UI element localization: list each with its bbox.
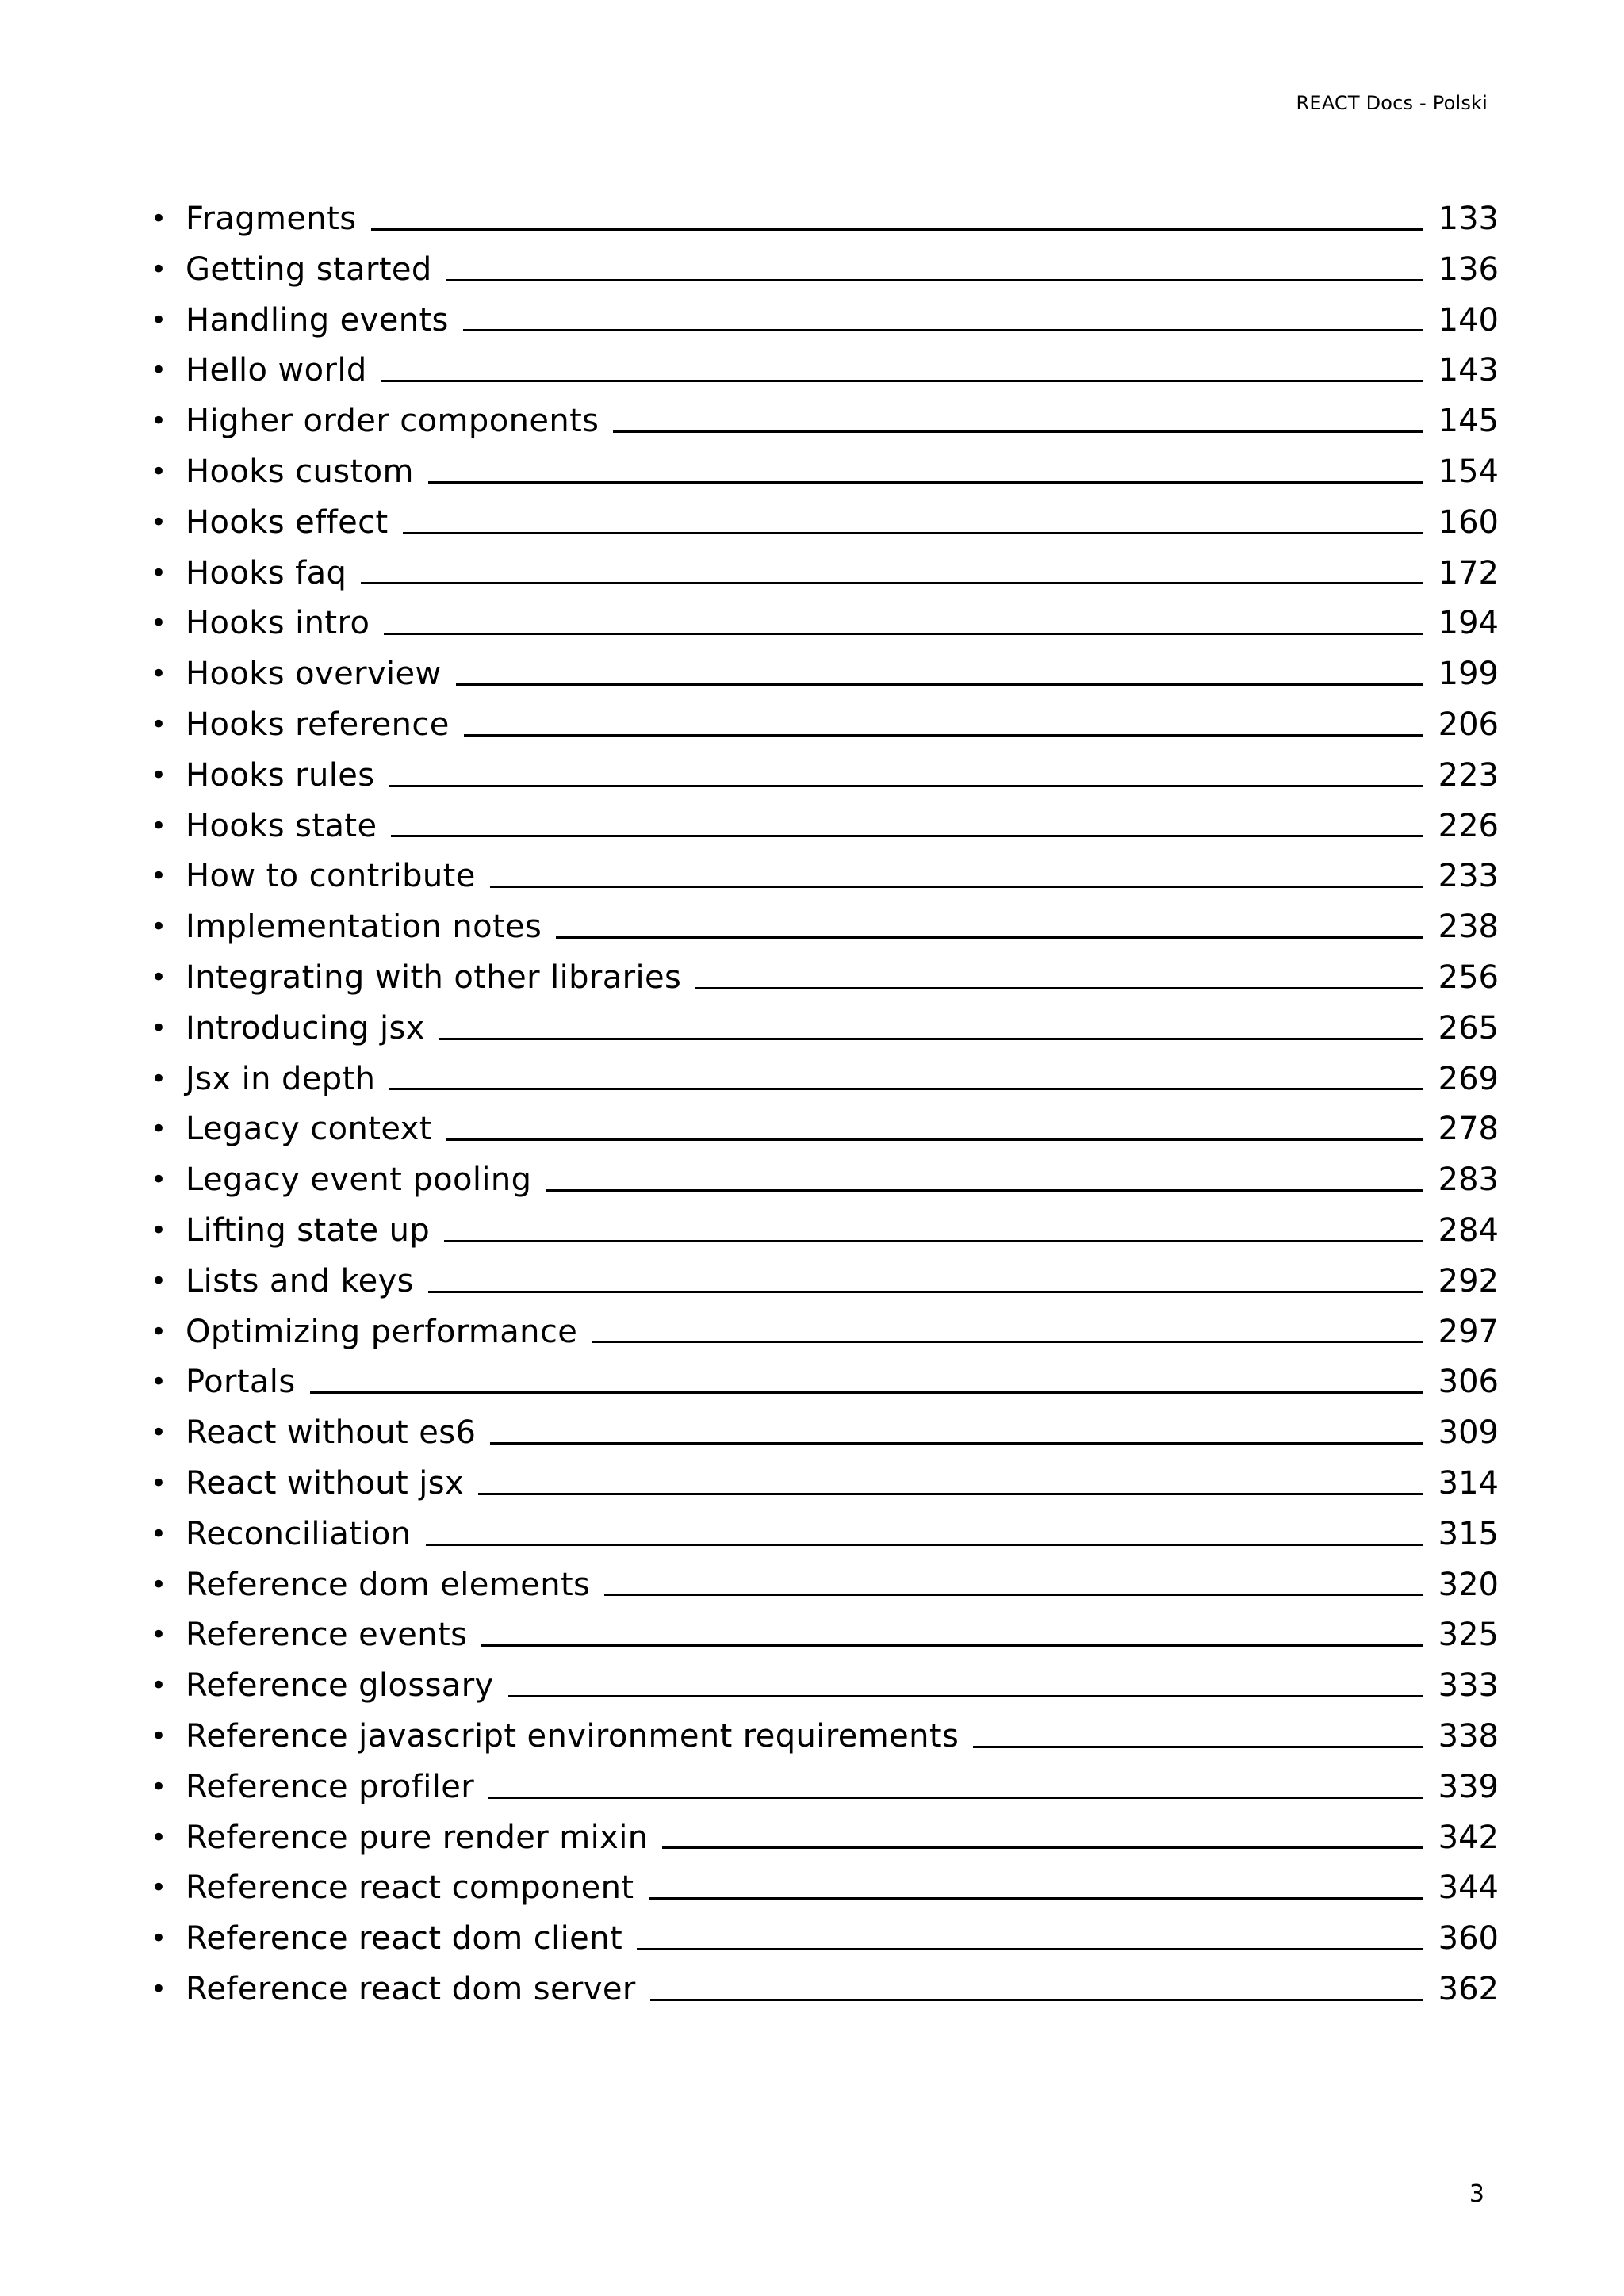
- toc-entry-title: Reference profiler: [186, 1768, 475, 1805]
- bullet-icon: •: [151, 1923, 167, 1955]
- toc-entry[interactable]: [151, 1257, 1499, 1307]
- toc-entry-page: 256: [1438, 959, 1499, 996]
- toc-entry[interactable]: [151, 1206, 1499, 1257]
- bullet-icon: •: [151, 1568, 167, 1601]
- toc-leader-line: [478, 1493, 1423, 1495]
- toc-entry-title: Reconciliation: [186, 1515, 412, 1552]
- toc-entry-page: 136: [1438, 251, 1499, 288]
- bullet-icon: •: [151, 304, 167, 336]
- toc-entry[interactable]: [151, 447, 1499, 498]
- toc-entry-page: 143: [1438, 352, 1499, 389]
- bullet-icon: •: [151, 809, 167, 842]
- toc-entry-page: 325: [1438, 1617, 1499, 1654]
- toc-leader-line: [490, 1442, 1422, 1445]
- bullet-icon: •: [151, 1062, 167, 1095]
- bullet-icon: •: [151, 1973, 167, 2005]
- toc-leader-line: [371, 228, 1423, 231]
- toc-entry[interactable]: [151, 851, 1499, 902]
- toc-entry[interactable]: [151, 1762, 1499, 1813]
- bullet-icon: •: [151, 1720, 167, 1752]
- toc-entry-title: Hooks state: [186, 807, 377, 844]
- toc-entry-title: Hooks faq: [186, 554, 347, 591]
- toc-entry-page: 140: [1438, 301, 1499, 339]
- bullet-icon: •: [151, 1821, 167, 1854]
- bullet-icon: •: [151, 354, 167, 387]
- toc-entry-title: Hooks overview: [186, 656, 442, 693]
- toc-entry-page: 278: [1438, 1111, 1499, 1148]
- toc-entry-title: Portals: [186, 1364, 296, 1401]
- toc-leader-line: [446, 1138, 1423, 1141]
- toc-entry[interactable]: [151, 549, 1499, 599]
- toc-entry-page: 314: [1438, 1464, 1499, 1502]
- bullet-icon: •: [151, 961, 167, 993]
- toc-entry-page: 338: [1438, 1717, 1499, 1755]
- toc-leader-line: [381, 380, 1423, 382]
- toc-leader-line: [391, 835, 1422, 837]
- bullet-icon: •: [151, 557, 167, 589]
- bullet-icon: •: [151, 253, 167, 285]
- toc-entry[interactable]: [151, 1459, 1499, 1510]
- toc-entry-title: Reference events: [186, 1617, 468, 1654]
- toc-entry-title: Handling events: [186, 301, 449, 339]
- bullet-icon: •: [151, 1619, 167, 1651]
- bullet-icon: •: [151, 1417, 167, 1449]
- toc-leader-line: [464, 734, 1423, 737]
- bullet-icon: •: [151, 1012, 167, 1044]
- toc-entry[interactable]: [151, 599, 1499, 649]
- toc-leader-line: [488, 1797, 1423, 1799]
- toc-entry[interactable]: [151, 1357, 1499, 1408]
- toc-entry-page: 306: [1438, 1364, 1499, 1401]
- bullet-icon: •: [151, 1164, 167, 1196]
- toc-entry-title: Getting started: [186, 251, 432, 288]
- toc-leader-line: [361, 582, 1422, 584]
- toc-entry-title: Hooks intro: [186, 605, 370, 642]
- toc-entry-title: Legacy event pooling: [186, 1161, 532, 1199]
- bullet-icon: •: [151, 860, 167, 893]
- bullet-icon: •: [151, 1670, 167, 1702]
- toc-entry-page: 344: [1438, 1869, 1499, 1907]
- bullet-icon: •: [151, 1517, 167, 1550]
- bullet-icon: •: [151, 405, 167, 438]
- toc-entry-page: 133: [1438, 201, 1499, 237]
- toc-entry-page: 223: [1438, 756, 1499, 794]
- toc-entry-page: 333: [1438, 1667, 1499, 1705]
- toc-entry[interactable]: [151, 802, 1499, 852]
- toc-entry-page: 206: [1438, 706, 1499, 743]
- toc-leader-line: [662, 1846, 1422, 1849]
- toc-leader-line: [456, 683, 1423, 686]
- toc-entry-page: 315: [1438, 1515, 1499, 1552]
- toc-leader-line: [508, 1695, 1423, 1697]
- toc-entry-page: 233: [1438, 858, 1499, 895]
- toc-entry[interactable]: [151, 1104, 1499, 1155]
- bullet-icon: •: [151, 1770, 167, 1803]
- toc-leader-line: [403, 532, 1423, 534]
- toc-entry-page: 339: [1438, 1768, 1499, 1805]
- toc-entry-title: Reference react component: [186, 1869, 634, 1907]
- toc-entry-page: 283: [1438, 1161, 1499, 1199]
- toc-entry[interactable]: [151, 1610, 1499, 1661]
- toc-entry-title: Reference javascript environment requirements: [186, 1717, 959, 1755]
- toc-leader-line: [444, 1240, 1422, 1242]
- toc-entry-title: Introducing jsx: [186, 1009, 425, 1047]
- bullet-icon: •: [151, 1366, 167, 1399]
- toc-entry-title: Reference glossary: [186, 1667, 494, 1705]
- toc-entry-title: Implementation notes: [186, 909, 542, 946]
- toc-leader-line: [463, 329, 1423, 331]
- toc-entry-page: 297: [1438, 1313, 1499, 1350]
- toc-leader-line: [389, 785, 1423, 787]
- bullet-icon: •: [151, 455, 167, 488]
- toc-entry-title: React without es6: [186, 1414, 477, 1452]
- toc-leader-line: [592, 1341, 1422, 1343]
- toc-entry-page: 160: [1438, 503, 1499, 541]
- toc-entry-page: 154: [1438, 453, 1499, 490]
- toc-entry-title: Hooks effect: [186, 503, 389, 541]
- toc-entry-page: 265: [1438, 1009, 1499, 1047]
- toc-entry[interactable]: [151, 751, 1499, 802]
- toc-leader-line: [650, 1999, 1423, 2001]
- toc-entry[interactable]: [151, 346, 1499, 396]
- toc-entry-title: Fragments: [186, 201, 357, 237]
- toc-entry-title: Hello world: [186, 352, 367, 389]
- bullet-icon: •: [151, 1872, 167, 1904]
- toc-entry[interactable]: [151, 700, 1499, 751]
- bullet-icon: •: [151, 658, 167, 691]
- toc-entry[interactable]: [151, 1813, 1499, 1864]
- toc-leader-line: [604, 1594, 1422, 1596]
- toc-entry[interactable]: [151, 396, 1499, 447]
- toc-entry-page: 172: [1438, 554, 1499, 591]
- bullet-icon: •: [151, 911, 167, 943]
- toc-entry-page: 238: [1438, 909, 1499, 946]
- toc-leader-line: [428, 481, 1423, 484]
- bullet-icon: •: [151, 1113, 167, 1146]
- toc-leader-line: [695, 987, 1422, 989]
- toc-entry-title: How to contribute: [186, 858, 476, 895]
- toc-entry-title: Reference dom elements: [186, 1566, 591, 1603]
- toc-entry[interactable]: [151, 1914, 1499, 1965]
- toc-entry-title: Reference react dom client: [186, 1920, 623, 1957]
- toc-leader-line: [446, 279, 1423, 281]
- toc-entry-title: React without jsx: [186, 1464, 465, 1502]
- toc-entry[interactable]: [151, 1155, 1499, 1206]
- page-number: 3: [1469, 2180, 1484, 2208]
- bullet-icon: •: [151, 759, 167, 791]
- toc-leader-line: [426, 1544, 1423, 1546]
- toc-entry[interactable]: [151, 1004, 1499, 1054]
- toc-entry[interactable]: [151, 953, 1499, 1004]
- toc-entry-page: 284: [1438, 1211, 1499, 1249]
- toc-leader-line: [384, 633, 1422, 635]
- toc-entry-title: Hooks custom: [186, 453, 414, 490]
- toc-leader-line: [556, 936, 1422, 939]
- toc-entry[interactable]: [151, 1054, 1499, 1105]
- toc-entry-page: 362: [1438, 1970, 1499, 2007]
- toc-entry-title: Integrating with other libraries: [186, 959, 682, 996]
- bullet-icon: •: [151, 1265, 167, 1297]
- toc-entry-page: 145: [1438, 403, 1499, 440]
- toc-leader-line: [439, 1038, 1423, 1040]
- toc-entry[interactable]: [151, 1965, 1499, 2015]
- toc-entry-page: 199: [1438, 656, 1499, 693]
- page-header: REACT Docs - Polski: [1296, 92, 1488, 114]
- toc-entry-page: 320: [1438, 1566, 1499, 1603]
- toc-leader-line: [613, 430, 1422, 433]
- toc-leader-line: [310, 1391, 1423, 1394]
- bullet-icon: •: [151, 1467, 167, 1499]
- bullet-icon: •: [151, 607, 167, 640]
- toc-entry[interactable]: [151, 1661, 1499, 1712]
- toc-entry[interactable]: [151, 245, 1499, 296]
- toc-entry[interactable]: [151, 649, 1499, 700]
- toc-leader-line: [637, 1948, 1423, 1950]
- toc-entry-title: Reference react dom server: [186, 1970, 636, 2007]
- toc-entry[interactable]: [151, 1408, 1499, 1459]
- toc-entry-page: 292: [1438, 1262, 1499, 1299]
- toc-entry-page: 194: [1438, 605, 1499, 642]
- toc-entry[interactable]: [151, 296, 1499, 346]
- toc-entry-title: Higher order components: [186, 403, 599, 440]
- toc-entry-page: 269: [1438, 1060, 1499, 1097]
- bullet-icon: •: [151, 1315, 167, 1348]
- toc-leader-line: [649, 1897, 1423, 1900]
- toc-entry-page: 360: [1438, 1920, 1499, 1957]
- bullet-icon: •: [151, 708, 167, 740]
- toc-leader-line: [546, 1189, 1422, 1192]
- toc-entry[interactable]: [151, 1712, 1499, 1762]
- toc-entry-title: Optimizing performance: [186, 1313, 578, 1350]
- toc-entry-title: Hooks rules: [186, 756, 375, 794]
- toc-entry[interactable]: [151, 194, 1499, 245]
- toc-entry[interactable]: [151, 902, 1499, 953]
- toc-entry[interactable]: [151, 1510, 1499, 1560]
- toc-leader-line: [973, 1746, 1422, 1748]
- toc-entry-title: Lists and keys: [186, 1262, 414, 1299]
- toc-leader-line: [481, 1644, 1422, 1647]
- toc-entry[interactable]: [151, 1307, 1499, 1358]
- toc-entry-title: Legacy context: [186, 1111, 432, 1148]
- toc-entry-title: Lifting state up: [186, 1211, 431, 1249]
- toc-leader-line: [389, 1088, 1422, 1090]
- toc-entry[interactable]: [151, 498, 1499, 549]
- bullet-icon: •: [151, 506, 167, 538]
- toc-entry[interactable]: [151, 1560, 1499, 1611]
- toc-entry-page: 342: [1438, 1819, 1499, 1856]
- toc-entry-title: Reference pure render mixin: [186, 1819, 649, 1856]
- toc-leader-line: [428, 1291, 1423, 1293]
- toc-entry-page: 226: [1438, 807, 1499, 844]
- toc-entry-page: 309: [1438, 1414, 1499, 1452]
- bullet-icon: •: [151, 1214, 167, 1246]
- toc-entry-title: Hooks reference: [186, 706, 450, 743]
- table-of-contents: [151, 194, 1499, 2015]
- toc-entry-title: Jsx in depth: [186, 1060, 376, 1097]
- toc-entry[interactable]: [151, 1863, 1499, 1914]
- toc-leader-line: [490, 886, 1423, 888]
- bullet-icon: •: [151, 203, 167, 235]
